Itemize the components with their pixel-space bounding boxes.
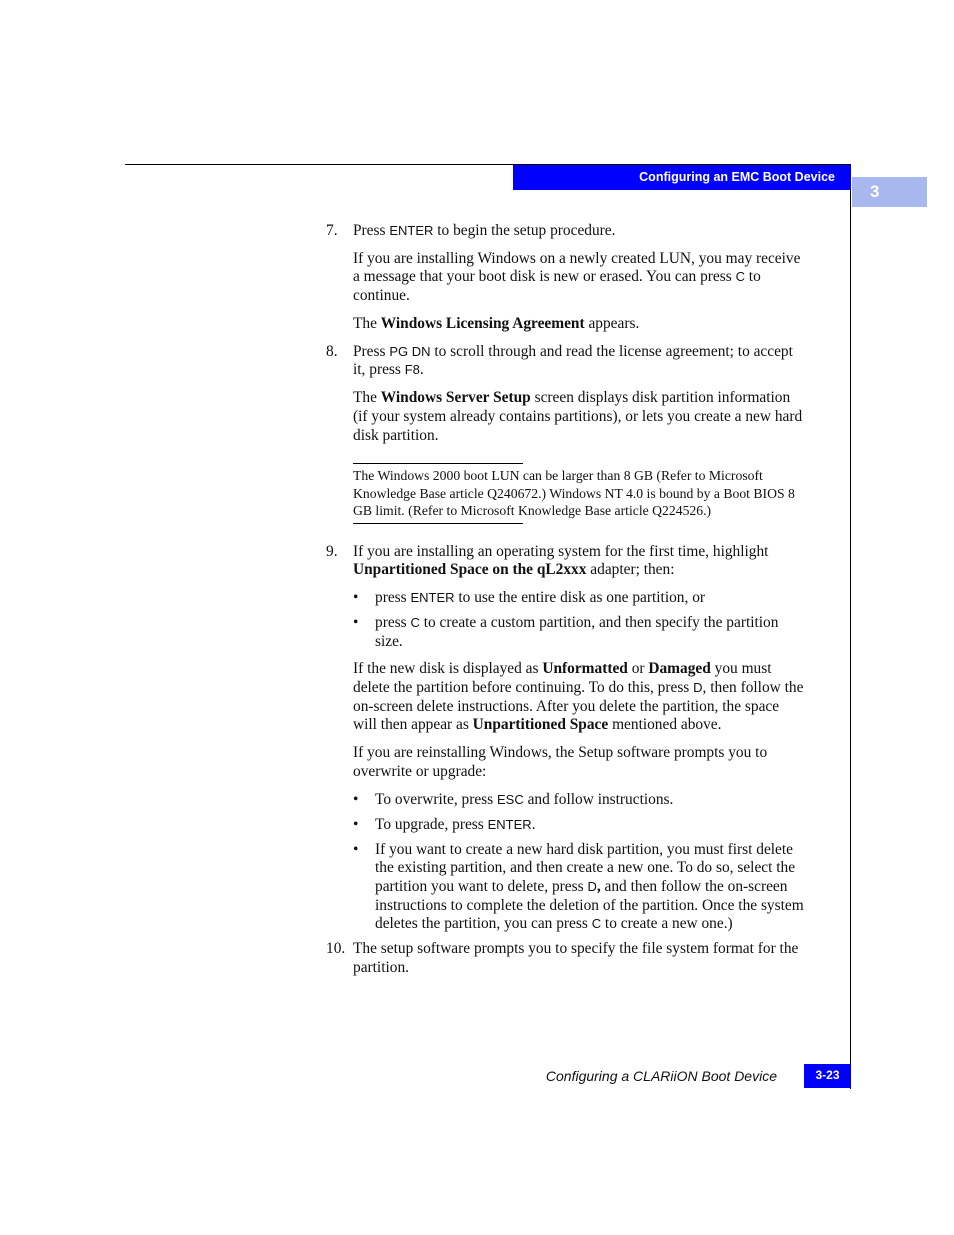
list-item: • press ENTER to use the entire disk as one partition, or bbox=[353, 589, 706, 607]
step-instruction: Press ENTER to begin the setup procedure. bbox=[353, 222, 616, 239]
step-paragraph: If you are installing Windows on a newly created LUN, you may receive a message that your boot disk is new or erased. You can press C to continue. bbox=[353, 249, 801, 305]
step-number: 9. bbox=[326, 542, 338, 560]
note-box bbox=[353, 463, 805, 524]
step-9 bbox=[326, 543, 806, 934]
step-number: 7. bbox=[326, 222, 338, 239]
key-esc: ESC bbox=[497, 791, 524, 807]
section-header: Configuring an EMC Boot Device bbox=[513, 165, 851, 190]
step-instruction: Press PG DN to scroll through and read the license agreement; to accept it, press F8. bbox=[353, 342, 793, 379]
key-d: D bbox=[693, 679, 703, 695]
key-enter: ENTER bbox=[389, 223, 434, 238]
bullet: • bbox=[353, 840, 359, 858]
key-enter: ENTER bbox=[410, 590, 455, 606]
key-c: C bbox=[410, 615, 420, 631]
key-pgdn: PG DN bbox=[389, 343, 431, 359]
list-item: • To upgrade, press ENTER. bbox=[353, 815, 536, 833]
key-f8: F8 bbox=[404, 362, 420, 378]
step-paragraph: The Windows Licensing Agreement appears. bbox=[353, 314, 640, 332]
page-number: 3-23 bbox=[804, 1064, 851, 1088]
key-enter: ENTER bbox=[487, 816, 532, 832]
step-instruction: If you are installing an operating system for the first time, highlight Unpartitioned Space on the qL2xxx adapter; then: bbox=[353, 542, 769, 579]
key-c: C bbox=[735, 269, 745, 285]
step-paragraph: The Windows Server Setup screen displays disk partition information (if your system already contains partitions), or lets you create a new hard disk partition. bbox=[353, 389, 803, 444]
bullet: • bbox=[353, 589, 359, 607]
margin-rule bbox=[850, 164, 851, 1089]
list-item: • To overwrite, press ESC and follow instructions. bbox=[353, 790, 674, 808]
bullet: • bbox=[353, 614, 359, 632]
step-10 bbox=[326, 940, 806, 977]
step-paragraph: If you are reinstalling Windows, the Setup software prompts you to overwrite or upgrade: bbox=[353, 744, 768, 780]
list-item: • If you want to create a new hard disk partition, you must first delete the existing partition, and then create a new one. To do so, select the partition you want to delete, press D, and then follow the on-screen instructions to complete the deletion of the partition. Once the system deletes the partition, you can press C to create a new one.) bbox=[353, 840, 804, 933]
step-paragraph: If the new disk is displayed as Unformatted or Damaged you must delete the partition before continuing. To do this, press D, then follow the on-screen delete instructions. After you delete the partition, the space will then appear as Unpartitioned Space mentioned above. bbox=[353, 660, 804, 734]
key-d: D bbox=[587, 878, 597, 894]
step-instruction: The setup software prompts you to specify the file system format for the partition. bbox=[353, 940, 799, 976]
chapter-tab: 3 bbox=[852, 177, 927, 207]
step-number: 10. bbox=[326, 940, 346, 958]
page-body bbox=[326, 222, 806, 987]
note-text: The Windows 2000 boot LUN can be larger than 8 GB (Refer to Microsoft Knowledge Base article Q240672.) Windows NT 4.0 is bound by a Boot BIOS 8 GB limit. (Refer to Microsoft Knowledge Base article Q224526.) bbox=[353, 468, 795, 519]
list-item: • press C to create a custom partition, and then specify the partition size. bbox=[353, 614, 779, 650]
step-8 bbox=[326, 343, 806, 524]
footer-title: Configuring a CLARiiON Boot Device bbox=[545, 1068, 777, 1084]
note-rule-bottom bbox=[353, 523, 523, 524]
key-c: C bbox=[591, 916, 602, 932]
step-7 bbox=[326, 222, 806, 334]
bullet: • bbox=[353, 815, 359, 833]
bullet: • bbox=[353, 790, 359, 808]
step-number: 8. bbox=[326, 342, 338, 360]
